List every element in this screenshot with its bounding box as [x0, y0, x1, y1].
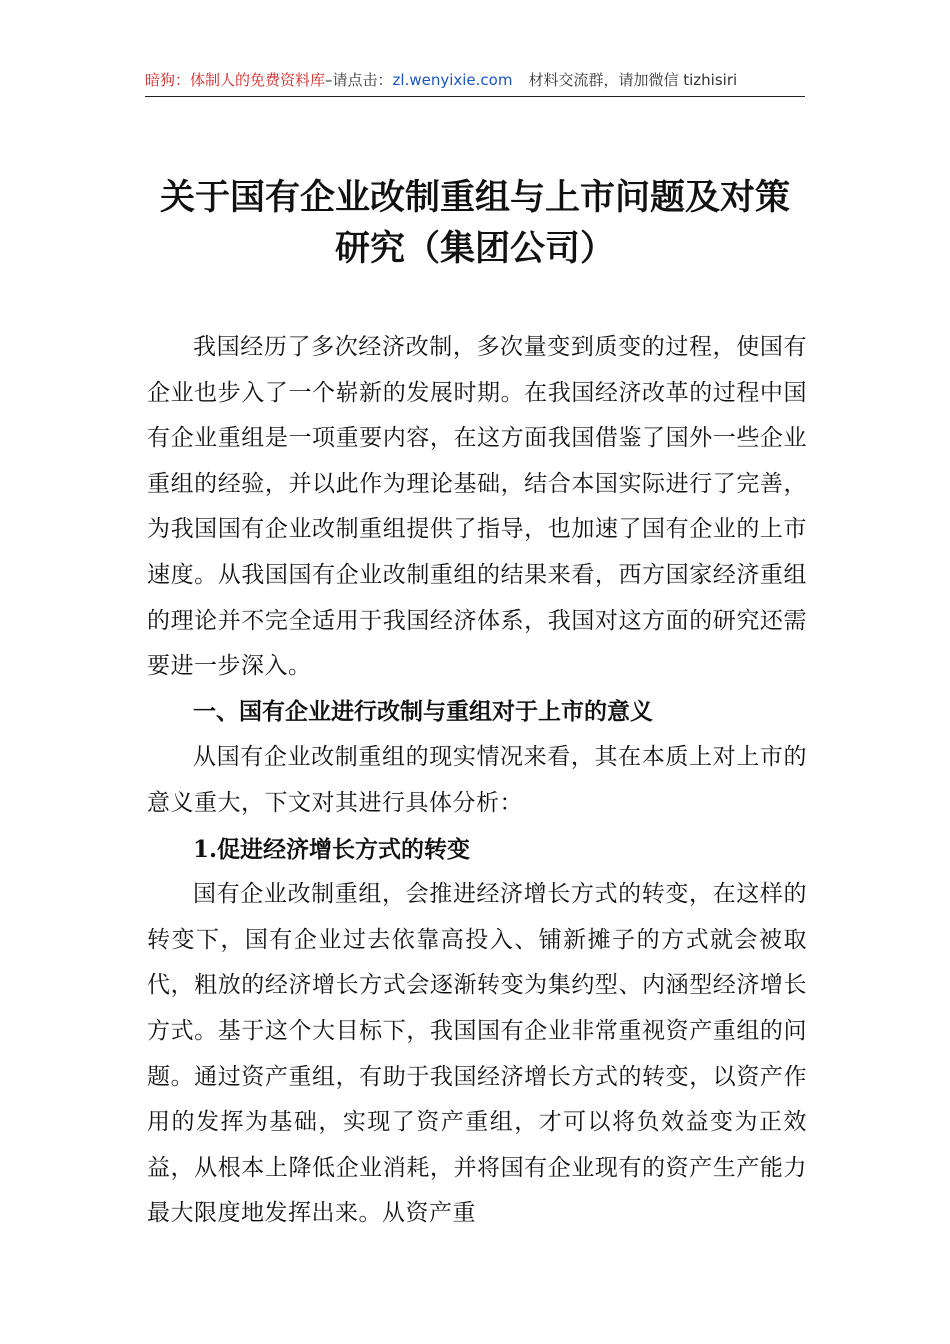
- paragraph-intro: 我国经历了多次经济改制，多次量变到质变的过程，使国有企业也步入了一个崭新的发展时期。在我国经济改革的过程中国有企业重组是一项重要内容，在这方面我国借鉴了国外一些企业重组的经验，并以此作为理论基础，结合本国实际进行了完善，为我国国有企业改制重组提供了指导，也加速了国有企业的上市速度。从我国国有企业改制重组的结果来看，西方国家经济重组的理论并不完全适用于我国经济体系，我国对这方面的研究还需要进一步深入。: [147, 334, 807, 680]
- page-header: [145, 66, 805, 97]
- header-prefix: –请点击：: [325, 71, 393, 89]
- header-link[interactable]: zl.wenyixie.com: [392, 71, 513, 89]
- header-contact: 材料交流群，请加微信 tizhisiri: [528, 71, 738, 89]
- paragraph-growth-mode: 国有企业改制重组，会推进经济增长方式的转变，在这样的转变下，国有企业过去依靠高投入、铺新摊子的方式就会被取代，粗放的经济增长方式会逐渐转变为集约型、内涵型经济增长方式。基于这个大目标下，我国国有企业非常重视资产重组的问题。通过资产重组，有助于我国经济增长方式的转变，以资产作用的发挥为基础，实现了资产重组，才可以将负效益变为正效益，从根本上降低企业消耗，并将国有企业现有的资产生产能力最大限度地发挥出来。从资产重: [147, 881, 807, 1227]
- paragraph-section-intro: 从国有企业改制重组的现实情况来看，其在本质上对上市的意义重大，下文对其进行具体分析：: [147, 744, 807, 816]
- subsection-heading-1: 1.促进经济增长方式的转变: [193, 835, 471, 863]
- header-brand: 暗狗：体制人的免费资料库: [145, 71, 326, 89]
- document-body: [147, 325, 807, 1237]
- document-title: [140, 172, 810, 274]
- section-heading-1: 一、国有企业进行改制与重组对于上市的意义: [193, 698, 653, 725]
- title-line-1: 关于国有企业改制重组与上市问题及对策: [159, 177, 790, 218]
- title-line-2: 研究（集团公司）: [334, 228, 615, 269]
